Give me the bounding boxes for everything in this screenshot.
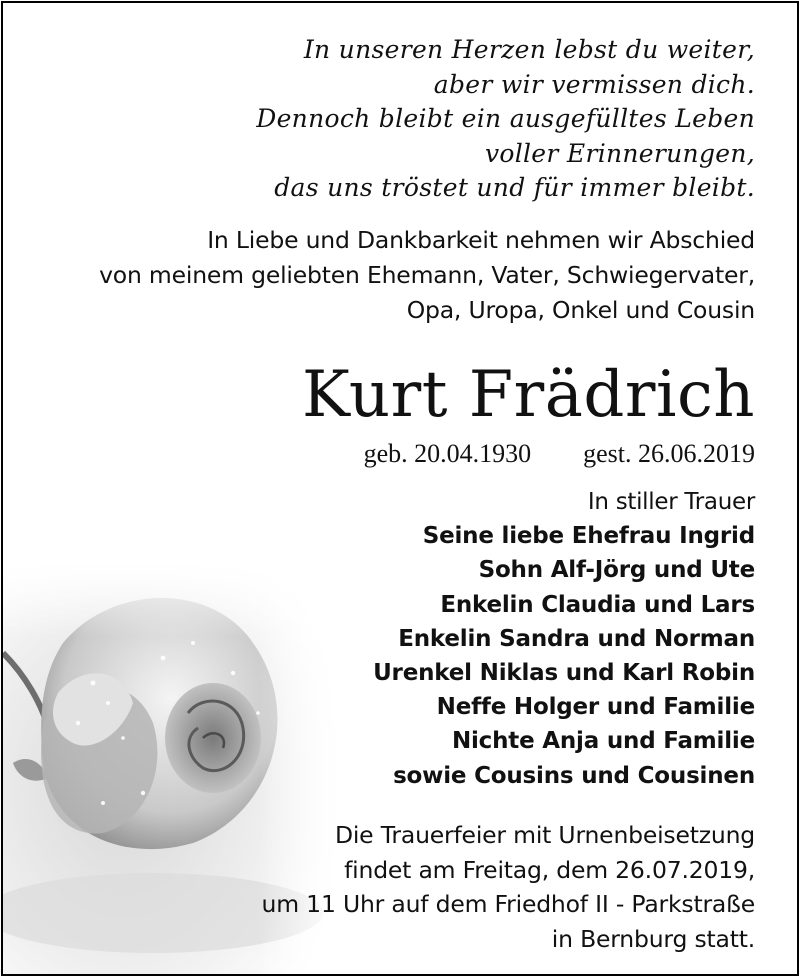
poem-line: In unseren Herzen lebst du weiter, [303,35,755,64]
death-date: gest. 26.06.2019 [583,439,755,468]
ceremony-line: findet am Freitag, dem 26.07.2019, [344,855,755,884]
intro-line: von meinem geliebten Ehemann, Vater, Schwiegervater, [99,261,755,289]
ceremony-line: in Bernburg statt. [551,924,755,953]
life-dates [364,437,755,471]
mourner-entry: Urenkel Niklas und Karl Robin [373,660,755,687]
mourner-entry: Enkelin Sandra und Norman [398,625,755,652]
mourner-entry: Sohn Alf-Jörg und Ute [478,557,755,584]
poem-line: Dennoch bleibt ein ausgefülltes Leben [256,104,755,133]
obituary-notice [1,1,799,976]
mourners-list [373,485,755,793]
poem-line: das uns tröstet und für immer bleibt. [274,173,755,202]
memorial-poem [256,33,755,206]
mourner-entry: Seine liebe Ehefrau Ingrid [422,523,755,550]
mourner-entry: Neffe Holger und Familie [436,694,755,721]
poem-line: aber wir vermissen dich. [433,69,755,99]
mourner-entry: sowie Cousins und Cousinen [393,762,755,789]
deceased-name: Kurt Frädrich [301,358,755,432]
ceremony-line: um 11 Uhr auf dem Friedhof II - Parkstraße [261,890,755,918]
intro-line: In Liebe und Dankbarkeit nehmen wir Abschied [207,226,755,254]
poem-line: voller Erinnerungen, [484,138,755,168]
birth-date: geb. 20.04.1930 [363,439,532,468]
mourning-lead: In stiller Trauer [587,489,755,515]
farewell-intro [99,223,755,328]
intro-line: Opa, Uropa, Onkel und Cousin [406,296,755,324]
mourner-entry: Nichte Anja und Familie [451,728,755,755]
ceremony-info [262,818,755,956]
mourner-entry: Enkelin Claudia und Lars [440,591,755,618]
ceremony-line: Die Trauerfeier mit Urnenbeisetzung [334,821,755,849]
